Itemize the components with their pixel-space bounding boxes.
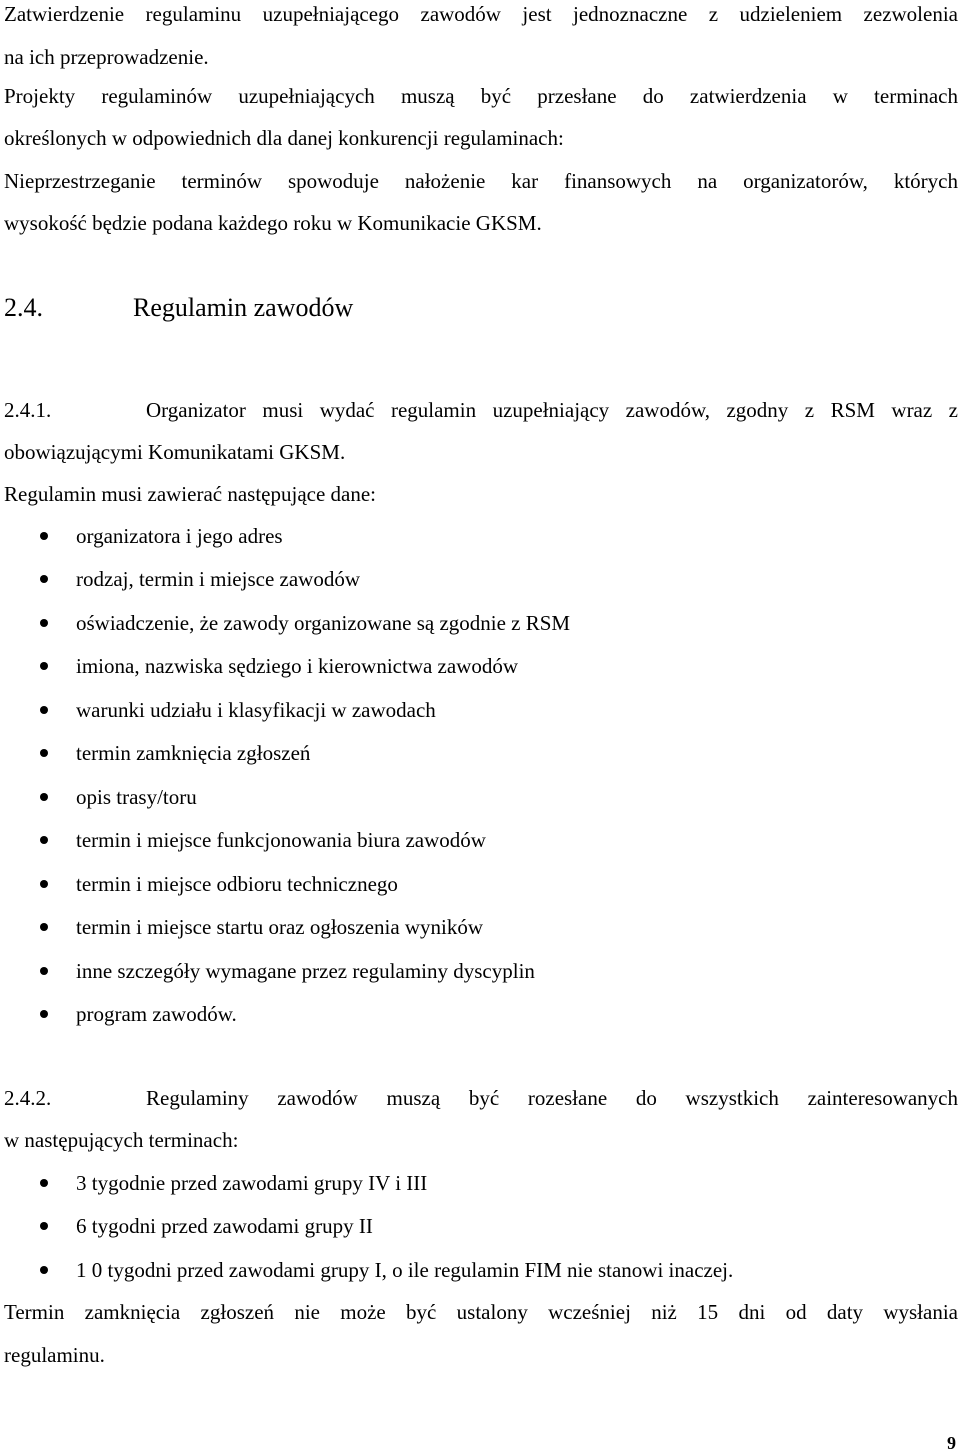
list-item: 3 tygodnie przed zawodami grupy IV i III [76,1171,428,1195]
bullet-icon [40,749,48,757]
list-item: program zawodów. [76,1002,237,1026]
bullet-icon [40,1179,48,1187]
paragraph-number-242: 2.4.2. [4,1086,52,1110]
paragraph-241-line-2: obowiązującymi Komunikatami GKSM. [4,440,346,464]
bullet-icon [40,706,48,714]
intro-line-3: Projekty regulaminów uzupełniających muszą być przesłane do zatwierdzenia w terminach [4,84,958,108]
list-item: rodzaj, termin i miejsce zawodów [76,567,360,591]
bullet-icon [40,619,48,627]
list-item: imiona, nazwiska sędziego i kierownictwa zawodów [76,654,519,678]
bullet-icon [40,967,48,975]
intro-line-2: na ich przeprowadzenie. [4,45,209,69]
bullet-icon [40,880,48,888]
list-item: warunki udziału i klasyfikacji w zawodach [76,698,436,722]
list-item: termin zamknięcia zgłoszeń [76,741,311,765]
closing-line-1: Termin zamknięcia zgłoszeń nie może być ustalony wcześniej niż 15 dni od daty wysłania [4,1300,958,1324]
bullet-icon [40,1010,48,1018]
bullet-icon [40,836,48,844]
list-item: inne szczegóły wymagane przez regulaminy dyscyplin [76,959,535,983]
bullet-icon [40,1266,48,1274]
intro-line-4: określonych w odpowiednich dla danej konkurencji regulaminach: [4,126,564,150]
list-item: 6 tygodni przed zawodami grupy II [76,1214,373,1238]
list-item: termin i miejsce startu oraz ogłoszenia wyników [76,915,484,939]
paragraph-242-line-1: Regulaminy zawodów muszą być rozesłane do wszystkich zainteresowanych [146,1086,958,1110]
list-item: termin i miejsce odbioru technicznego [76,872,398,896]
paragraph-241-line-3: Regulamin musi zawierać następujące dane: [4,482,377,506]
list-item: oświadczenie, że zawody organizowane są zgodnie z RSM [76,611,571,635]
bullet-icon [40,575,48,583]
paragraph-242-line-2: w następujących terminach: [4,1128,239,1152]
bullet-icon [40,532,48,540]
paragraph-number-241: 2.4.1. [4,398,52,422]
section-number: 2.4. [4,293,43,322]
bullet-icon [40,923,48,931]
intro-line-5: Nieprzestrzeganie terminów spowoduje nałożenie kar finansowych na organizatorów, których [4,169,958,193]
intro-line-1: Zatwierdzenie regulaminu uzupełniającego zawodów jest jednoznaczne z udzieleniem zezwolenia [4,2,958,26]
list-item: termin i miejsce funkcjonowania biura zawodów [76,828,486,852]
closing-line-2: regulaminu. [4,1343,105,1367]
list-item: opis trasy/toru [76,785,197,809]
bullet-icon [40,1222,48,1230]
bullet-icon [40,793,48,801]
paragraph-241-line-1: Organizator musi wydać regulamin uzupełniający zawodów, zgodny z RSM wraz z [146,398,958,422]
section-title: Regulamin zawodów [133,293,354,322]
list-item: 1 0 tygodni przed zawodami grupy I, o ile regulamin FIM nie stanowi inaczej. [76,1258,734,1282]
page-number: 9 [947,1433,956,1453]
list-item: organizatora i jego adres [76,524,283,548]
intro-line-6: wysokość będzie podana każdego roku w Komunikacie GKSM. [4,211,542,235]
bullet-icon [40,662,48,670]
